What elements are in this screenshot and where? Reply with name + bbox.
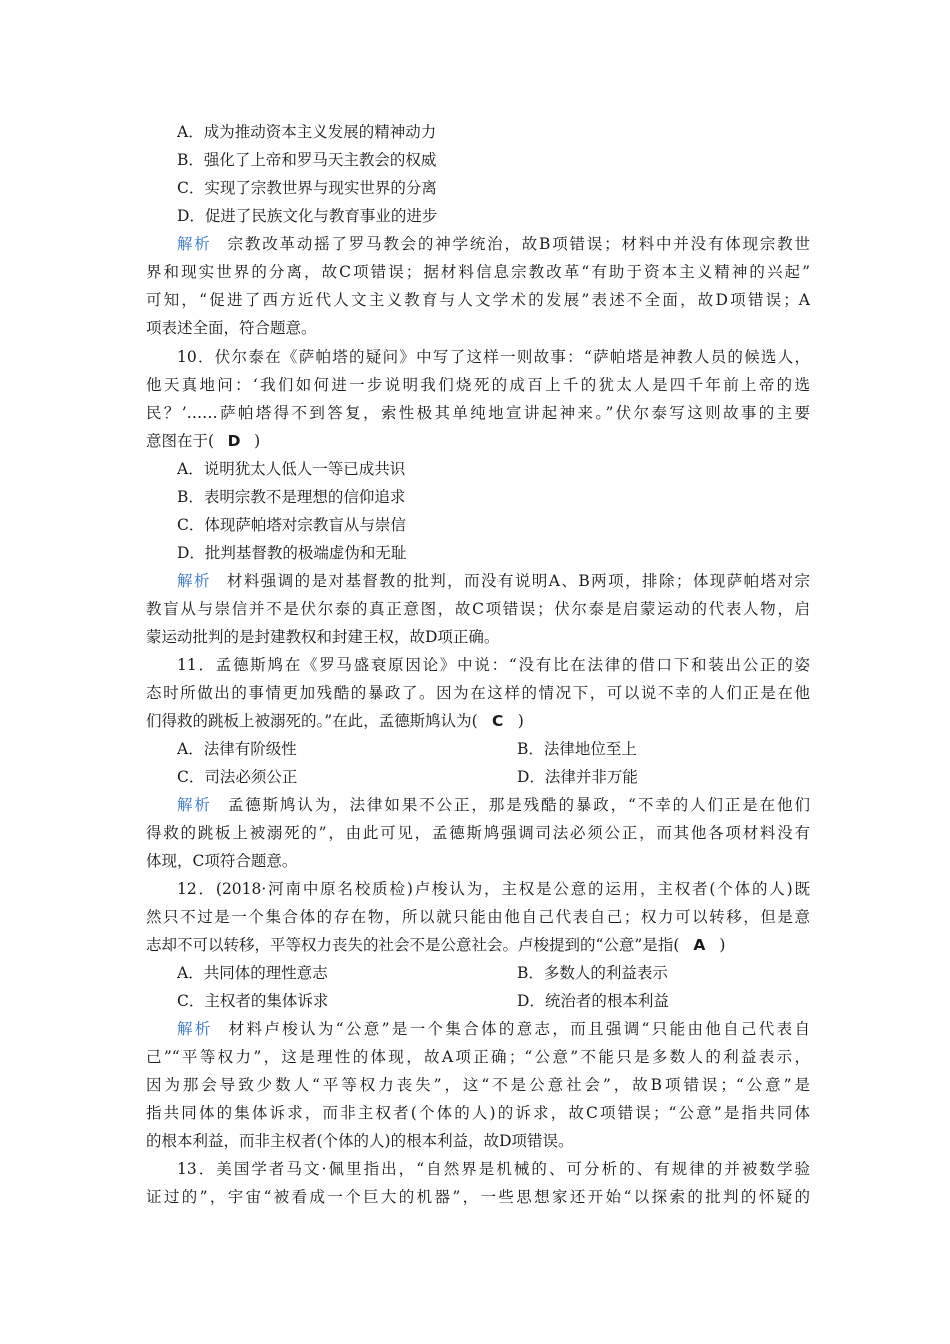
analysis-label: 解析 <box>177 796 212 814</box>
q9-analysis-line: 项表述全面，符合题意。 <box>146 319 317 337</box>
q10-option: B．表明宗教不是理想的信仰追求 <box>177 488 406 506</box>
q10-analysis-line: 蒙运动批判的是封建教权和封建王权，故D项正确。 <box>146 628 500 646</box>
q11-analysis-line: 得救的跳板上被溺死的”，由此可见，孟德斯鸠强调司法必须公正，而其他各项材料没有 <box>146 824 810 842</box>
q11-option: C．司法必须公正 <box>177 768 298 786</box>
analysis-label: 解析 <box>177 1020 213 1038</box>
q12-analysis-line: 因为那会导致少数人“平等权力丧失”，这“不是公意社会”，故B项错误；“公意”是 <box>146 1076 810 1094</box>
analysis-label: 解析 <box>177 572 211 590</box>
q12-option: A．共同体的理性意志 <box>177 964 328 982</box>
q9-analysis-line: 解析 宗教改革动摇了罗马教会的神学统治，故B项错误；材料中并没有体现宗教世 <box>177 235 810 253</box>
q13-stem-line: 证过的”，宇宙“被看成一个巨大的机器”，一些思想家还开始“以探索的批判的怀疑的 <box>146 1188 810 1206</box>
q11-stem-line: 们得救的跳板上被溺死的。”在此，孟德斯鸠认为( C ) <box>146 707 810 735</box>
q12-analysis-line: 解析 材料卢梭认为“公意”是一个集合体的意志，而且强调“只能由他自己代表自 <box>177 1020 810 1038</box>
q11-option: B．法律地位至上 <box>517 740 637 758</box>
analysis-label: 解析 <box>177 235 212 253</box>
q11-analysis-line: 体现，C项符合题意。 <box>146 852 298 870</box>
q9-option-b: B．强化了上帝和罗马天主教会的权威 <box>177 151 437 169</box>
q10-stem-line: 他天真地问：‘我们如何进一步说明我们烧死的成百上千的犹太人是四千年前上帝的选 <box>146 376 810 394</box>
q13-stem-line: 13．美国学者马文·佩里指出，“自然界是机械的、可分析的、有规律的并被数学验 <box>177 1160 810 1178</box>
q10-option: C．体现萨帕塔对宗教盲从与崇信 <box>177 516 406 534</box>
q12-stem-line: 志却不可以转移，平等权力丧失的社会不是公意社会。卢梭提到的“公意”是指( A ) <box>146 931 810 959</box>
q11-analysis-line: 解析 孟德斯鸠认为，法律如果不公正，那是残酷的暴政，“不幸的人们正是在他们 <box>177 796 810 814</box>
q12-option: C．主权者的集体诉求 <box>177 992 329 1010</box>
q11-stem-line: 11．孟德斯鸠在《罗马盛衰原因论》中说：“没有比在法律的借口下和装出公正的姿 <box>177 656 810 674</box>
q9-option-c: C．实现了宗教世界与现实世界的分离 <box>177 179 437 197</box>
q12-analysis-line: 的根本利益，而非主权者(个体的人)的根本利益，故D项错误。 <box>146 1132 574 1150</box>
q9-analysis-line: 可知，“促进了西方近代人文主义教育与人文学术的发展”表述不全面，故D项错误；A <box>146 291 810 309</box>
q12-answer: A <box>693 936 706 954</box>
q10-stem-line: 10．伏尔泰在《萨帕塔的疑问》中写了这样一则故事：“萨帕塔是神教人员的候选人， <box>177 348 810 366</box>
q10-option: D．批判基督教的极端虚伪和无耻 <box>177 544 407 562</box>
q12-option: D．统治者的根本利益 <box>517 992 669 1010</box>
q10-option: A．说明犹太人低人一等已成共识 <box>177 460 406 478</box>
q9-option-a: A．成为推动资本主义发展的精神动力 <box>177 123 437 141</box>
q12-stem-line: 12．(2018·河南中原名校质检)卢梭认为，主权是公意的运用，主权者(个体的人)既 <box>177 880 810 898</box>
q9-analysis-line: 界和现实世界的分离，故C项错误；据材料信息宗教改革“有助于资本主义精神的兴起” <box>146 263 810 281</box>
q10-stem-line: 意图在于( D ) <box>146 427 810 455</box>
q12-analysis-line: 己”“平等权力”，这是理性的体现，故A项正确；“公意”不能只是多数人的利益表示， <box>146 1048 810 1066</box>
q11-option: D．法律并非万能 <box>517 768 638 786</box>
q11-stem-line: 态时所做出的事情更加残酷的暴政了。因为在这样的情况下，可以说不幸的人们正是在他 <box>146 684 810 702</box>
q11-option: A．法律有阶级性 <box>177 740 297 758</box>
q12-option: B．多数人的利益表示 <box>517 964 668 982</box>
q12-analysis-line: 指共同体的集体诉求，而非主权者(个体的人)的诉求，故C项错误；“公意”是指共同体 <box>146 1104 810 1122</box>
q10-stem-line: 民？’……萨帕塔得不到答复，索性极其单纯地宣讲起神来。”伏尔泰写这则故事的主要 <box>146 404 810 422</box>
q9-option-d: D．促进了民族文化与教育事业的进步 <box>177 207 438 225</box>
q10-analysis-line: 解析 材料强调的是对基督教的批判，而没有说明A、B两项，排除；体现萨帕塔对宗 <box>177 572 810 590</box>
q11-answer: C <box>492 712 504 730</box>
q12-stem-line: 然只不过是一个集合体的存在物，所以就只能由他自己代表自己；权力可以转移，但是意 <box>146 908 810 926</box>
q10-analysis-line: 教盲从与崇信并不是伏尔泰的真正意图，故C项错误；伏尔泰是启蒙运动的代表人物，启 <box>146 600 810 618</box>
q10-answer: D <box>227 432 241 450</box>
